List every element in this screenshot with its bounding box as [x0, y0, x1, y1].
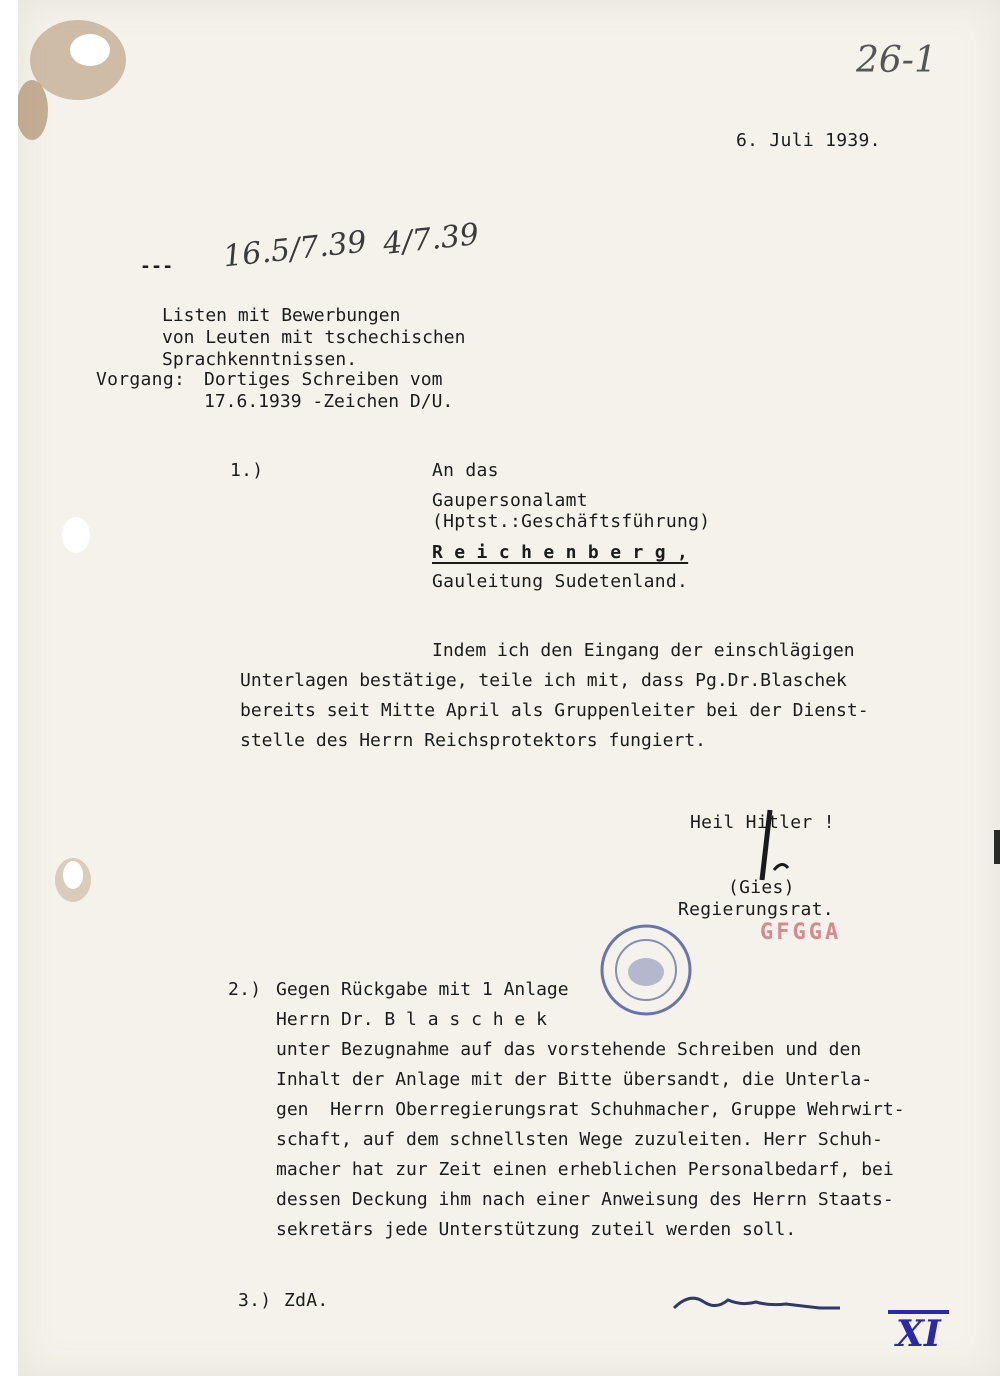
reference-label: Vorgang:: [96, 369, 186, 390]
archive-number: 26-1: [856, 40, 937, 81]
closing-greeting: Heil Hitler !: [690, 812, 835, 833]
body-line: Indem ich den Eingang der einschlägigen: [432, 640, 855, 661]
address-office: Gaupersonalamt: [432, 490, 588, 511]
item-2-line: unter Bezugnahme auf das vorstehende Schreiben und den: [276, 1039, 862, 1060]
item-2-line: Gegen Rückgabe mit 1 Anlage: [276, 979, 569, 1000]
subject-block: [162, 305, 465, 371]
item-1-body: [240, 636, 869, 756]
subject-line: Listen mit Bewerbungen: [162, 305, 401, 326]
subject-line: Sprachkenntnissen.: [162, 349, 358, 370]
dash-mark: ---: [140, 256, 174, 277]
subject-line: von Leuten mit tschechischen: [162, 327, 466, 348]
handwritten-signature-bottom: [670, 1284, 870, 1324]
item-2-line: macher hat zur Zeit einen erheblichen Personalbedarf, bei: [276, 1159, 894, 1180]
punch-hole-upper: [62, 517, 90, 553]
address-region: Gauleitung Sudetenland.: [432, 571, 689, 592]
signer-title: Regierungsrat.: [678, 899, 834, 920]
document-date: 6. Juli 1939.: [736, 130, 881, 151]
address-department: (Hptst.:Geschäftsführung): [432, 511, 711, 532]
address-to: An das: [432, 460, 499, 481]
red-stamp-text: GFGGA: [760, 920, 842, 945]
handwritten-date-second: 4/7.39: [381, 217, 481, 262]
signer-name: (Gies): [728, 877, 795, 898]
body-line: bereits seit Mitte April als Gruppenleiter bei der Dienst-: [240, 700, 869, 721]
item-3-number: 3.): [238, 1290, 272, 1311]
burn-mark-top-left-core: [70, 34, 110, 66]
body-line: stelle des Herrn Reichsprotektors fungiert.: [240, 730, 706, 751]
item-2-line: schaft, auf dem schnellsten Wege zuzuleiten. Herr Schuh-: [276, 1129, 883, 1150]
item-2-body: [276, 975, 905, 1245]
punch-hole-lower-core: [63, 861, 83, 889]
item-2-line: sekretärs jede Unterstützung zuteil werden soll.: [276, 1219, 797, 1240]
item-2-line: gen Herrn Oberregierungsrat Schuhmacher, Gruppe Wehrwirt-: [276, 1099, 905, 1120]
reference-line: 17.6.1939 -Zeichen D/U.: [204, 391, 454, 412]
item-2-line: Inhalt der Anlage mit der Bitte übersandt, die Unterla-: [276, 1069, 873, 1090]
roman-numeral-mark: XI: [888, 1310, 949, 1354]
reference-block: [204, 369, 453, 413]
item-2-number: 2.): [228, 979, 262, 1000]
item-1-number: 1.): [230, 460, 264, 481]
address-city: R e i c h e n b e r g ,: [432, 542, 689, 563]
handwritten-signature-initial: [756, 806, 816, 886]
item-2-line: dessen Deckung ihm nach einer Anweisung des Herrn Staats-: [276, 1189, 894, 1210]
document-page: [18, 0, 1000, 1376]
handwritten-date-first: 16.5/7.39: [221, 224, 369, 275]
right-edge-mark: [994, 830, 1000, 864]
body-line: Unterlagen bestätige, teile ich mit, dass Pg.Dr.Blaschek: [240, 670, 847, 691]
burn-mark-left-edge: [18, 80, 48, 140]
item-2-line: Herrn Dr. B l a s c h e k: [276, 1009, 547, 1030]
reference-line: Dortiges Schreiben vom: [204, 369, 443, 390]
item-3-text: ZdA.: [284, 1290, 329, 1311]
